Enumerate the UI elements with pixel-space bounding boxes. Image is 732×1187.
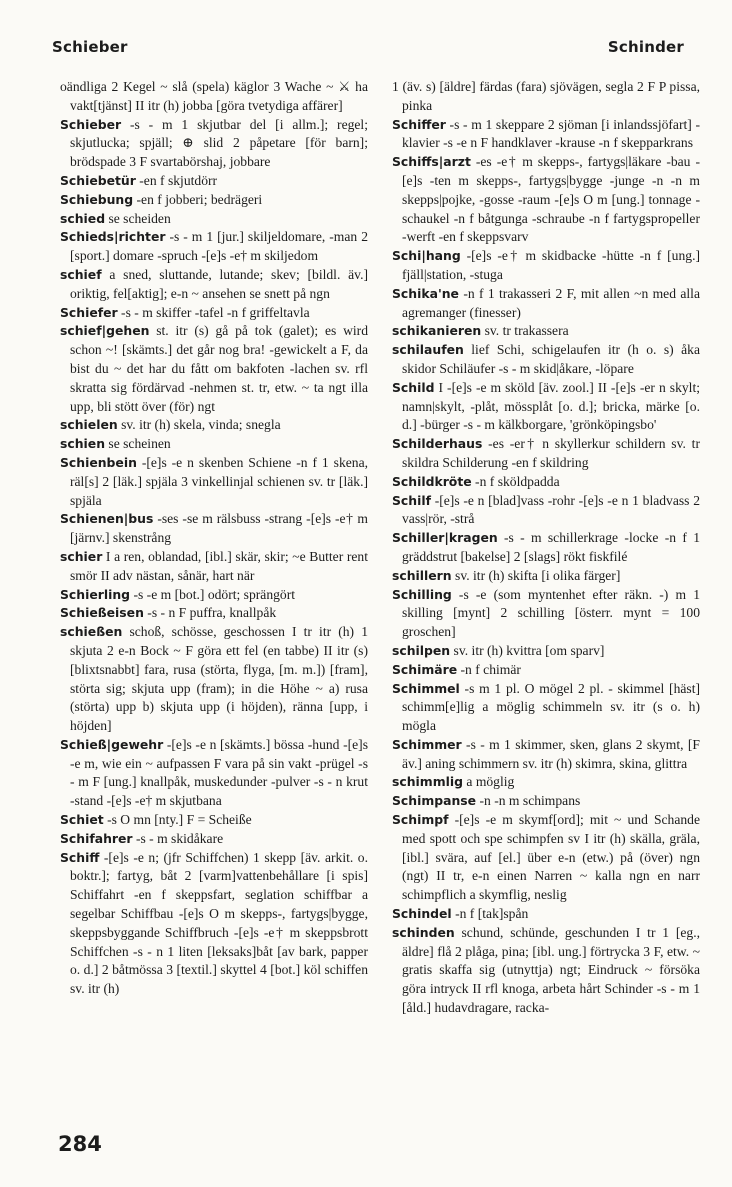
entry-definition: se scheiden [105, 210, 171, 226]
entry-definition: -[e]s -e n skenben Schiene -n f 1 skena, räl[s] 2 [läk.] spjäla 3 vinkellinjal schienen sv. tr [läk.] spjäla [70, 454, 368, 508]
entry-headword: Schi|hang [392, 248, 461, 264]
dictionary-entry [60, 736, 368, 811]
dictionary-entry [392, 811, 700, 905]
entry-definition: -s - m 1 [jur.] skiljeldomare, -man 2 [sport.] domare -spruch -[e]s -e† m skiljedom [70, 229, 368, 264]
entry-definition: -[e]s -e m skymf[ord]; mit ~ und Schande med spott och spe schimpfen sv I itr (h) skälla, gräla, [ibl.] svära, auf [el.] über e-n (etw.) på (över) ngn (ngt) II tr, e-n einen Narren ~ kalla ngn en narr schimpflich a skymflig, neslig [402, 812, 700, 903]
entry-headword: Schimäre [392, 661, 458, 677]
entry-headword: Schimpf [392, 812, 449, 828]
entry-headword: Schilderhaus [392, 436, 483, 452]
dictionary-entry [60, 849, 368, 999]
entry-headword: schikanieren [392, 323, 482, 339]
entry-definition: -en f jobberi; bedrägeri [133, 191, 263, 207]
entry-definition: -s - m schillerkrage -locke -n f 1 gräddstrut [bakelse] 2 [slags] rökt fiskfilé [402, 530, 700, 564]
dictionary-entry [60, 191, 368, 210]
dictionary-entry [60, 510, 368, 548]
entry-headword: Schießeisen [60, 605, 144, 621]
entry-headword: schier [60, 548, 103, 564]
dictionary-entry [392, 792, 700, 811]
dictionary-entry [392, 586, 700, 642]
dictionary-entry [392, 492, 700, 530]
dictionary-entry [392, 529, 700, 567]
dictionary-entry [60, 228, 368, 266]
dictionary-entry [392, 567, 700, 586]
dictionary-entry [392, 379, 700, 435]
entry-definition: -n f 1 trakasseri 2 F, mit allen ~n med alla agremanger (finesser) [402, 285, 700, 320]
entry-headword: Schiefer [60, 304, 118, 320]
entry-headword: Schildkröte [392, 473, 472, 489]
entry-definition: -s -e m [bot.] odört; sprängört [130, 586, 296, 602]
entry-definition: st. itr (s) gå på tok (galet); es wird schon ~! [skämts.] det går nog bra! -gewickelt a F, da bist du ~ det har du fått om bakfoten -lachen sv. rfl skratta sig fördärvad -nehmen st. tr, etw. ~ ta ngt illa upp, bli stött över (för) ngt [70, 323, 368, 414]
dictionary-entry [392, 924, 700, 1018]
entry-headword: Schiff [60, 849, 100, 865]
entry-definition: -[e]s -e† m skidbacke -hütte -n f [ung.] fjäll|station, -stuga [402, 248, 700, 282]
dictionary-entry [392, 78, 700, 116]
dictionary-entry [60, 830, 368, 849]
entry-headword: Schieber [60, 116, 122, 132]
entry-definition: sv. itr (h) skela, vinda; snegla [117, 417, 281, 433]
entry-headword: schillern [392, 567, 452, 583]
entry-definition: -[e]s -e n [skämts.] bössa -hund -[e]s -e m, wie ein ~ aufpassen F vara på sin vakt -prügel -s - m F [ung.] knallpåk, muskedunder -pulver -s - n krut -stand -[e]s -e† m skjutbana [70, 736, 368, 809]
entry-headword: Schierling [60, 586, 131, 602]
entry-definition: -s - m 1 skjutbar del [i allm.]; regel; skjutlucka; spjäll; ⊕ slid 2 påpetare [för barn]; brödspade 3 F svartabörshaj, jobbare [70, 116, 368, 170]
dictionary-entry [392, 285, 700, 323]
entry-definition: -ses -se m rälsbuss -strang -[e]s -e† m [järnv.] skenstrång [70, 511, 368, 546]
entry-headword: Schilling [392, 586, 452, 602]
entry-headword: Schieds|richter [60, 229, 166, 245]
entry-headword: Schindel [392, 906, 452, 922]
dictionary-entry [60, 210, 368, 229]
entry-headword: Schika'ne [392, 285, 459, 301]
entry-definition: -[e]s -e n [blad]vass -rohr -[e]s -e n 1 bladvass 2 vass|rör, -strå [402, 492, 700, 527]
dictionary-entry [392, 435, 700, 473]
entry-definition: -s - n F puffra, knallpåk [143, 605, 277, 621]
page-number: 284 [58, 1132, 102, 1156]
entry-headword: Schimmel [392, 680, 460, 696]
entry-headword: Schiebetür [60, 172, 136, 188]
entry-definition: -s O mn [nty.] F = Scheiße [103, 812, 252, 828]
entry-headword: Schimpanse [392, 793, 477, 809]
entry-definition: -s -e (som myntenhet efter räkn. -) m 1 skilling [mynt] 2 schilling [österr. mynt = 100 groschen] [402, 586, 700, 640]
entry-headword: Schieß|gewehr [60, 736, 164, 752]
dictionary-entry [392, 773, 700, 792]
dictionary-entry [392, 905, 700, 924]
entry-headword: schimmlig [392, 774, 463, 790]
dictionary-entry [60, 604, 368, 623]
dictionary-entry [60, 586, 368, 605]
entry-definition: a sned, sluttande, lutande; skev; [bildl. äv.] oriktig, fel[aktig]; e-n ~ ansehen se snett på ngn [70, 266, 368, 301]
entry-definition: -es -er† n skyllerkur schildern sv. tr skildra Schilderung -en f skildring [402, 436, 700, 470]
entry-headword: schielen [60, 417, 118, 433]
entry-headword: Schilf [392, 492, 431, 508]
entry-definition: -n f chimär [457, 661, 521, 677]
dictionary-entry [392, 642, 700, 661]
dictionary-entry [60, 811, 368, 830]
entry-headword: Schienbein [60, 454, 137, 470]
entry-headword: Schiet [60, 812, 104, 828]
dictionary-entry [60, 304, 368, 323]
dictionary-entry [392, 153, 700, 247]
dictionary-entry [392, 680, 700, 736]
dictionary-entry [60, 172, 368, 191]
entry-headword: schief|gehen [60, 323, 150, 339]
dictionary-entry [392, 736, 700, 774]
entry-headword: Schimmer [392, 736, 462, 752]
entry-definition: schoß, schösse, geschossen I tr itr (h) 1 skjuta 2 e-n Bock ~ F göra ett fel (en tabbe) II itr (s) [blixtsnabbt] fara, rusa (störta, flyga, [m. m.]) [fram], störta sig; skjuta upp (fram); in die Höhe ~ a) rusa (störta) upp b) skjuta upp (i höjden), ränna [upp, i höjden] [70, 624, 368, 734]
entry-definition: -s - m skidåkare [132, 830, 224, 846]
entry-headword: schilaufen [392, 342, 464, 358]
entry-definition: I -[e]s -e m sköld [äv. zool.] II -[e]s -er n skylt; namn|skylt, -plåt, mössplåt [o. d.]; bricka, märke [o. d.] -bürger -s - m kälkborgare, 'grönköpingsbo' [402, 379, 700, 433]
entry-headword: schien [60, 436, 106, 452]
right-column [392, 78, 700, 1018]
entry-definition: schund, schünde, geschunden I tr 1 [eg., äldre] flå 2 plåga, pina; [ibl. ung.] förtrycka 3 F, etw. ~ gratis skaffa sig (utnyttja) ngt; Eindruck ~ försöka göra intryck II rfl knoga, arbeta hårt Schinder -s - m 1 [åld.] hudavdragare, racka- [402, 924, 700, 1016]
entry-definition: -n -n m schimpans [476, 793, 581, 809]
entry-definition: -[e]s -e n; (jfr Schiffchen) 1 skepp [äv. arkit. o. boktr.]; fartyg, båt 2 [varm]vattenbehållare [i spis] Schiffahrt -en f skeppsfart, seglation schiffbar a segelbar Schiffbau -[e]s O m skepps-, fartygs|bygge, skeppsbyggande Schiffbruch -[e]s -e† m skeppsbrott Schiffchen -s - n 1 liten [leksaks]båt [av bark, papper o. d.] 2 båtmössa 3 [textil.] skyttel 4 [bot.] köl schiffen sv. itr (h) [70, 849, 368, 997]
entry-headword: Schild [392, 379, 435, 395]
entry-headword: Schiebung [60, 191, 134, 207]
entry-definition: -es -e† m skepps-, fartygs|läkare -bau -[e]s -ten m skepps-, fartygs|bygge -junge -n -n m skepps|pojke, -gosse -raum -[e]s O m [ung.] tonnage -schaukel -n f båtgunga -schraube -n f fartygspropeller -werft -en f skeppsvarv [402, 154, 700, 245]
entry-headword: Schiffer [392, 116, 446, 132]
dictionary-entry [392, 116, 700, 154]
entry-headword: Schienen|bus [60, 511, 154, 527]
entry-headword: schief [60, 266, 102, 282]
entry-definition: -s - m 1 skeppare 2 sjöman [i inlandssjöfart] -klavier -s -e n F handklaver -krause -n f skepparkrans [402, 116, 700, 151]
left-guide-word: Schieber [52, 38, 128, 56]
dictionary-entry [60, 623, 368, 736]
left-column [60, 78, 368, 999]
entry-definition: I a ren, oblandad, [ibl.] skär, skir; ~e Butter rent smör II adv nästan, sånär, hart när [70, 548, 368, 583]
entry-definition: -n f [tak]spån [451, 906, 529, 922]
entry-definition: -s - m skiffer -tafel -n f griffeltavla [117, 304, 310, 320]
entry-definition: -s - m 1 skimmer, sken, glans 2 skymt, [F äv.] aning schimmern sv. itr (h) skimra, skina, glittra [402, 736, 700, 771]
dictionary-entry [392, 661, 700, 680]
dictionary-entry [60, 322, 368, 416]
entry-definition: oändliga 2 Kegel ~ slå (spela) käglor 3 Wache ~ ⚔ ha vakt[tjänst] II itr (h) jobba [göra tvetydiga affärer] [60, 79, 368, 113]
entry-definition: 1 (äv. s) [äldre] färdas (fara) sjövägen, segla 2 F P pissa, pinka [392, 79, 700, 113]
entry-headword: Schiffs|arzt [392, 154, 471, 170]
dictionary-entry [60, 116, 368, 172]
entry-headword: schinden [392, 924, 455, 940]
right-guide-word: Schinder [607, 38, 684, 56]
entry-definition: sv. itr (h) skifta [i olika färger] [451, 567, 621, 583]
entry-headword: Schifahrer [60, 830, 133, 846]
dictionary-entry [60, 78, 368, 116]
entry-definition: -en f skjutdörr [135, 172, 218, 188]
entry-definition: sv. itr (h) kvittra [om sparv] [450, 642, 605, 658]
dictionary-entry [392, 322, 700, 341]
dictionary-entry [60, 435, 368, 454]
entry-headword: schied [60, 210, 106, 226]
entry-definition: lief Schi, schigelaufen itr (h o. s) åka skidor Schiläufer -s - m skid|åkare, -löpare [402, 342, 700, 376]
dictionary-entry [392, 247, 700, 285]
entry-definition: a möglig [462, 774, 515, 790]
dictionary-entry [392, 341, 700, 379]
entry-headword: Schiller|kragen [392, 530, 498, 546]
entry-definition: -n f sköldpadda [471, 473, 560, 489]
entry-headword: schießen [60, 624, 123, 640]
entry-definition: sv. tr trakassera [481, 323, 569, 339]
dictionary-entry [60, 548, 368, 586]
entry-definition: se scheinen [105, 436, 171, 452]
dictionary-entry [60, 454, 368, 510]
dictionary-entry [392, 473, 700, 492]
dictionary-entry [60, 416, 368, 435]
entry-definition: -s m 1 pl. O mögel 2 pl. - skimmel [häst] schimm[e]lig a möglig schimmeln sv. itr (s o. h) mögla [402, 680, 700, 734]
entry-headword: schilpen [392, 642, 451, 658]
dictionary-entry [60, 266, 368, 304]
